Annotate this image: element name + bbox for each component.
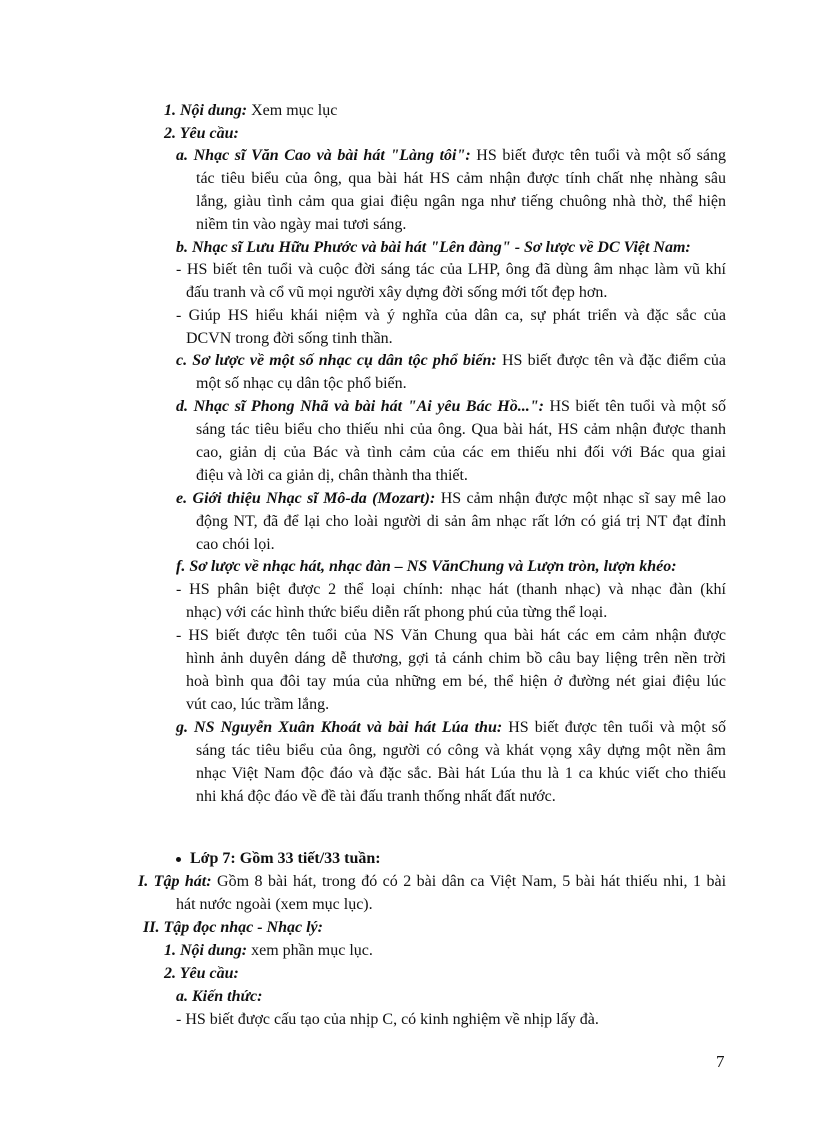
- section-ii-content-line: [164, 940, 373, 962]
- knowledge-line-1: - HS biết được cấu tạo của nhịp C, có kinh nghiệm về nhịp lấy đà.: [176, 1011, 599, 1028]
- section-ii-requirements: 2. Yêu cầu:: [164, 965, 239, 982]
- item-c-line-2: một số nhạc cụ dân tộc phổ biến.: [196, 375, 407, 392]
- section-i-line-2: hát nước ngoài (xem mục lục).: [176, 896, 373, 913]
- content-text: Xem mục lục: [247, 102, 338, 119]
- item-g-line-4: nhi khá độc đáo về đề tài đấu tranh thống nhất đất nước.: [196, 788, 556, 805]
- item-d-line-4: điệu và lời ca giản dị, chân thành tha thiết.: [196, 467, 468, 484]
- item-c-title: c. Sơ lược về một số nhạc cụ dân tộc phổ biến:: [176, 352, 497, 369]
- item-e-line-1: [176, 488, 726, 510]
- item-a-line-3: lắng, giàu tình cảm qua giai điệu ngân nga như tiếng chuông nhà thờ, thể hiện: [196, 193, 726, 210]
- item-g-line-1: [176, 717, 726, 739]
- item-d-line-3: cao, giản dị của Bác và tình cảm của các em thiếu nhi đối với Bác qua giai: [196, 444, 726, 461]
- item-f-line-6: hoà bình qua đôi tay múa của những em bé, thể hiện ở đường nét giai điệu lúc: [186, 673, 726, 690]
- section-i-title: I. Tập hát:: [138, 873, 212, 890]
- item-b-line-2: - HS biết tên tuổi và cuộc đời sáng tác của LHP, ông đã dùng âm nhạc làm vũ khí: [176, 261, 726, 278]
- item-a-line-4: niềm tin vào ngày mai tươi sáng.: [196, 216, 407, 233]
- section-ii-content-label: 1. Nội dung:: [164, 942, 248, 959]
- grade7-heading: Lớp 7: Gồm 33 tiết/33 tuần:: [190, 850, 381, 867]
- section-ii-title: II. Tập đọc nhạc - Nhạc lý:: [143, 919, 323, 936]
- requirements-heading: 2. Yêu cầu:: [164, 125, 239, 142]
- item-e-line-2: động NT, đã để lại cho loài người di sản âm nhạc rất lớn có giá trị NT đạt đỉnh: [196, 513, 726, 530]
- content-heading-line: [164, 100, 337, 122]
- section-i-text: Gồm 8 bài hát, trong đó có 2 bài dân ca Việt Nam, 5 bài hát thiếu nhi, 1 bài: [211, 873, 727, 890]
- item-e-line-3: cao chói lọi.: [196, 536, 275, 553]
- item-a-title: a. Nhạc sĩ Văn Cao và bài hát "Làng tôi":: [176, 147, 471, 164]
- item-c-text: HS biết được tên và đặc điểm của: [496, 352, 727, 369]
- knowledge-heading: a. Kiến thức:: [176, 988, 263, 1005]
- item-a-line-2: tác tiêu biểu của ông, qua bài hát HS cảm nhận được tính chất nhẹ nhàng sâu: [196, 170, 726, 187]
- section-i-line-1: [138, 871, 726, 893]
- page-number: 7: [716, 1052, 725, 1071]
- item-e-text: HS cảm nhận được một nhạc sĩ say mê lao: [435, 490, 727, 507]
- item-b-line-4: - Giúp HS hiểu khái niệm và ý nghĩa của dân ca, sự phát triển và đặc sắc của: [176, 307, 726, 324]
- item-d-line-2: sáng tác tiêu biểu cho thiếu nhi của ông. Qua bài hát, HS cảm nhận được thanh: [196, 421, 726, 438]
- item-f-line-7: vút cao, lúc trầm lắng.: [186, 696, 330, 713]
- item-d-title: d. Nhạc sĩ Phong Nhã và bài hát "Ai yêu Bác Hồ...":: [176, 398, 544, 415]
- bullet-icon: [176, 857, 181, 862]
- item-e-title: e. Giới thiệu Nhạc sĩ Mô-da (Mozart):: [176, 490, 436, 507]
- item-f-title: f. Sơ lược về nhạc hát, nhạc đàn – NS VănChung và Lượn tròn, lượn khéo:: [176, 558, 677, 575]
- item-f-line-3: nhạc) với các hình thức biểu diễn rất phong phú của từng thể loại.: [186, 604, 608, 621]
- item-g-line-3: nhạc Việt Nam độc đáo và đặc sắc. Bài hát Lúa thu là 1 ca khúc viết cho thiếu: [196, 765, 726, 782]
- item-b-line-5: DCVN trong đời sống tinh thần.: [186, 330, 393, 347]
- item-g-text: HS biết được tên tuổi và một số: [502, 719, 726, 736]
- item-f-line-4: - HS biết được tên tuổi của NS Văn Chung qua bài hát các em cảm nhận được: [176, 627, 726, 644]
- content-label: 1. Nội dung:: [164, 102, 248, 119]
- item-a-text: HS biết được tên tuổi và một số sáng: [470, 147, 726, 164]
- section-ii-content-text: xem phần mục lục.: [247, 942, 373, 959]
- item-a-line-1: [176, 145, 726, 167]
- item-g-title: g. NS Nguyễn Xuân Khoát và bài hát Lúa thu:: [176, 719, 503, 736]
- item-f-line-2: - HS phân biệt được 2 thể loại chính: nhạc hát (thanh nhạc) và nhạc đàn (khí: [176, 581, 726, 598]
- item-g-line-2: sáng tác tiêu biểu của ông, người có công và khát vọng xây dựng một nền âm: [196, 742, 726, 759]
- item-b-line-3: đấu tranh và cổ vũ mọi người xây dựng đời sống mới tốt đẹp hơn.: [186, 284, 608, 301]
- item-d-text: HS biết tên tuổi và một số: [543, 398, 726, 415]
- item-b-title: b. Nhạc sĩ Lưu Hữu Phước và bài hát "Lên đàng" - Sơ lược về DC Việt Nam:: [176, 239, 691, 256]
- item-c-line-1: [176, 350, 726, 372]
- item-f-line-5: hình ảnh duyên dáng dễ thương, gợi tả cánh chim bồ câu bay liệng trên nền trời: [186, 650, 726, 667]
- item-d-line-1: [176, 396, 726, 418]
